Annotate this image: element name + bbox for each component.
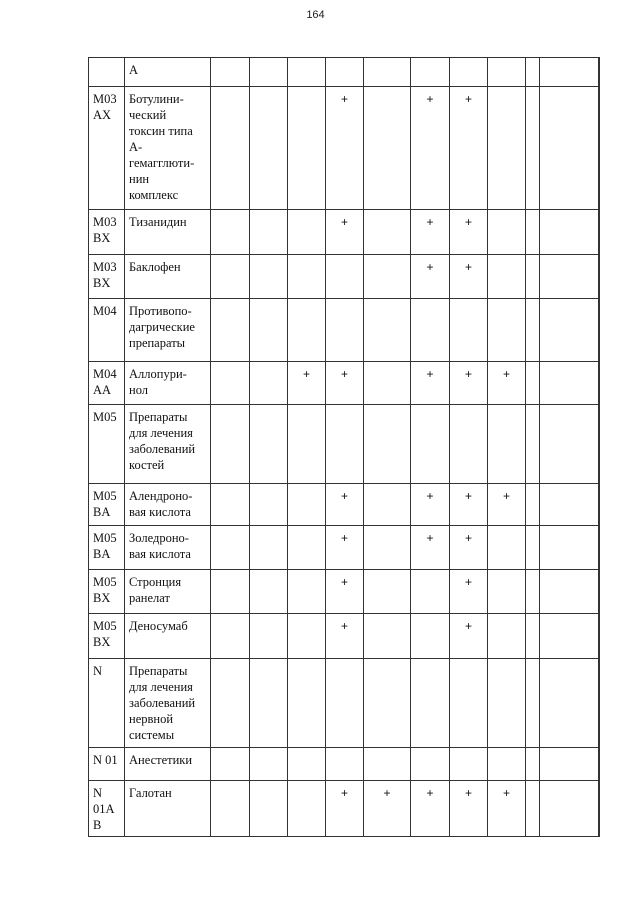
drug-name-cell <box>125 255 211 299</box>
mark-cell <box>211 614 250 659</box>
mark-cell <box>599 210 600 255</box>
mark-cell <box>250 659 288 748</box>
atc-code: M05 <box>93 410 117 424</box>
table-row <box>89 87 600 210</box>
mark-cell <box>250 748 288 781</box>
atc-code: M03 AX <box>93 92 117 122</box>
mark-cell <box>211 484 250 526</box>
mark-cell <box>250 58 288 87</box>
mark-cell <box>211 362 250 405</box>
mark-cell <box>364 570 411 614</box>
mark-cell <box>599 255 600 299</box>
mark-cell <box>450 58 488 87</box>
mark-cell <box>364 484 411 526</box>
mark-cell: + <box>326 526 364 570</box>
mark-cell <box>211 748 250 781</box>
mark-cell <box>250 299 288 362</box>
mark-cell <box>364 58 411 87</box>
table-row <box>89 58 600 87</box>
mark-cell <box>526 255 540 299</box>
atc-code-cell <box>89 484 125 526</box>
mark-cell: + <box>326 570 364 614</box>
drug-name-cell <box>125 570 211 614</box>
mark-cell: + <box>411 87 450 210</box>
mark-cell: + <box>411 210 450 255</box>
drug-name: Ботулини- ческий токсин типа A- гемагглюти- нин комплекс <box>129 92 195 202</box>
mark-cell <box>488 659 526 748</box>
mark-cell: + <box>364 781 411 837</box>
mark-cell <box>326 748 364 781</box>
atc-code: M04 <box>93 304 117 318</box>
mark-cell <box>364 526 411 570</box>
mark-cell <box>364 210 411 255</box>
mark-cell: + <box>411 255 450 299</box>
drug-name-cell <box>125 659 211 748</box>
mark-cell <box>450 405 488 484</box>
mark-cell <box>488 255 526 299</box>
mark-cell <box>599 570 600 614</box>
table-row <box>89 484 600 526</box>
mark-cell <box>326 659 364 748</box>
mark-cell: + <box>326 781 364 837</box>
table-row <box>89 299 600 362</box>
table-row <box>89 405 600 484</box>
mark-cell <box>599 614 600 659</box>
mark-cell <box>288 255 326 299</box>
mark-cell <box>599 781 600 837</box>
mark-cell <box>540 526 599 570</box>
mark-cell <box>540 362 599 405</box>
mark-cell <box>364 87 411 210</box>
mark-cell <box>488 748 526 781</box>
drug-name: A <box>129 63 139 77</box>
mark-cell <box>599 58 600 87</box>
mark-cell <box>599 299 600 362</box>
mark-cell <box>250 210 288 255</box>
atc-code-cell <box>89 87 125 210</box>
mark-cell <box>250 614 288 659</box>
drug-name: Препараты для лечения заболеваний нервной системы <box>129 664 196 742</box>
mark-cell <box>250 405 288 484</box>
mark-cell <box>326 255 364 299</box>
mark-cell: + <box>411 484 450 526</box>
mark-cell <box>540 484 599 526</box>
drug-name: Алендроно- вая кислота <box>129 489 193 519</box>
mark-cell <box>288 748 326 781</box>
mark-cell <box>250 526 288 570</box>
drug-name: Тизанидин <box>129 215 187 229</box>
mark-cell: + <box>450 570 488 614</box>
mark-cell <box>411 570 450 614</box>
mark-cell <box>540 748 599 781</box>
mark-cell: + <box>411 362 450 405</box>
mark-cell <box>540 210 599 255</box>
table-row <box>89 781 600 837</box>
atc-code-cell <box>89 362 125 405</box>
mark-cell <box>599 526 600 570</box>
mark-cell: + <box>488 781 526 837</box>
drug-name: Препараты для лечения заболеваний костей <box>129 410 196 472</box>
mark-cell <box>211 526 250 570</box>
table-row <box>89 526 600 570</box>
atc-code-cell <box>89 299 125 362</box>
mark-cell <box>540 570 599 614</box>
mark-cell <box>364 748 411 781</box>
atc-code: N 01 <box>93 753 118 767</box>
mark-cell: + <box>488 484 526 526</box>
mark-cell <box>411 299 450 362</box>
mark-cell: + <box>488 362 526 405</box>
mark-cell <box>488 58 526 87</box>
atc-code-cell <box>89 405 125 484</box>
mark-cell <box>599 362 600 405</box>
mark-cell <box>540 659 599 748</box>
mark-cell <box>288 299 326 362</box>
mark-cell <box>288 781 326 837</box>
mark-cell <box>526 781 540 837</box>
mark-cell: + <box>450 255 488 299</box>
mark-cell: + <box>326 484 364 526</box>
table-row <box>89 570 600 614</box>
mark-cell <box>364 255 411 299</box>
mark-cell <box>526 526 540 570</box>
atc-code-cell <box>89 58 125 87</box>
mark-cell: + <box>326 362 364 405</box>
drug-classification-table <box>88 57 600 837</box>
mark-cell <box>488 210 526 255</box>
drug-name: Галотан <box>129 786 172 800</box>
drug-name-cell <box>125 58 211 87</box>
mark-cell: + <box>450 781 488 837</box>
drug-name-cell <box>125 405 211 484</box>
atc-code-cell <box>89 748 125 781</box>
drug-name-cell <box>125 614 211 659</box>
mark-cell <box>526 659 540 748</box>
mark-cell <box>540 299 599 362</box>
mark-cell: + <box>450 210 488 255</box>
mark-cell <box>540 58 599 87</box>
mark-cell <box>326 405 364 484</box>
mark-cell <box>250 362 288 405</box>
mark-cell <box>526 484 540 526</box>
atc-code-cell <box>89 210 125 255</box>
mark-cell: + <box>326 87 364 210</box>
drug-name-cell <box>125 748 211 781</box>
mark-cell <box>288 570 326 614</box>
atc-code: M03 BX <box>93 260 117 290</box>
mark-cell <box>411 58 450 87</box>
mark-cell <box>411 614 450 659</box>
mark-cell <box>288 58 326 87</box>
page-number: 164 <box>306 9 325 21</box>
atc-code-cell <box>89 255 125 299</box>
mark-cell <box>488 405 526 484</box>
mark-cell: + <box>326 210 364 255</box>
drug-name: Баклофен <box>129 260 181 274</box>
mark-cell <box>211 299 250 362</box>
mark-cell: + <box>326 614 364 659</box>
mark-cell <box>450 659 488 748</box>
atc-code-cell <box>89 781 125 837</box>
mark-cell <box>288 405 326 484</box>
mark-cell <box>526 58 540 87</box>
mark-cell <box>526 748 540 781</box>
mark-cell <box>526 570 540 614</box>
drug-name: Противопо- дагрические препараты <box>129 304 195 350</box>
atc-code-cell <box>89 614 125 659</box>
mark-cell <box>599 659 600 748</box>
mark-cell <box>599 484 600 526</box>
mark-cell <box>364 405 411 484</box>
mark-cell <box>450 299 488 362</box>
mark-cell <box>250 484 288 526</box>
mark-cell <box>211 255 250 299</box>
mark-cell <box>250 255 288 299</box>
drug-name-cell <box>125 362 211 405</box>
mark-cell <box>288 614 326 659</box>
drug-name: Стронция ранелат <box>129 575 182 605</box>
mark-cell <box>411 405 450 484</box>
mark-cell <box>364 299 411 362</box>
mark-cell: + <box>450 614 488 659</box>
mark-cell: + <box>450 87 488 210</box>
mark-cell <box>540 781 599 837</box>
mark-cell: + <box>288 362 326 405</box>
drug-name-cell <box>125 484 211 526</box>
mark-cell <box>526 362 540 405</box>
mark-cell <box>288 87 326 210</box>
mark-cell <box>411 659 450 748</box>
drug-name: Деносумаб <box>129 619 188 633</box>
atc-code: M03 BX <box>93 215 117 245</box>
table-row <box>89 748 600 781</box>
mark-cell <box>526 87 540 210</box>
drug-name-cell <box>125 526 211 570</box>
mark-cell <box>288 210 326 255</box>
mark-cell <box>250 87 288 210</box>
drug-name-cell <box>125 781 211 837</box>
mark-cell <box>540 405 599 484</box>
table-row <box>89 362 600 405</box>
mark-cell <box>364 659 411 748</box>
mark-cell <box>540 255 599 299</box>
table-row <box>89 659 600 748</box>
atc-code: M04 AA <box>93 367 117 397</box>
mark-cell: + <box>450 362 488 405</box>
mark-cell <box>488 299 526 362</box>
mark-cell <box>288 484 326 526</box>
mark-cell <box>450 748 488 781</box>
mark-cell <box>526 299 540 362</box>
mark-cell: + <box>411 781 450 837</box>
mark-cell: + <box>450 484 488 526</box>
mark-cell <box>326 299 364 362</box>
mark-cell <box>288 659 326 748</box>
drug-name-cell <box>125 210 211 255</box>
atc-code: M05 BX <box>93 619 117 649</box>
mark-cell <box>364 362 411 405</box>
mark-cell <box>540 614 599 659</box>
mark-cell <box>488 87 526 210</box>
mark-cell <box>250 781 288 837</box>
atc-code: M05 BX <box>93 575 117 605</box>
mark-cell <box>211 87 250 210</box>
mark-cell <box>211 570 250 614</box>
mark-cell <box>526 405 540 484</box>
mark-cell <box>288 526 326 570</box>
mark-cell <box>488 614 526 659</box>
atc-code: M05 BA <box>93 531 117 561</box>
mark-cell <box>488 526 526 570</box>
atc-code: N <box>93 664 103 678</box>
drug-name: Анестетики <box>129 753 193 767</box>
mark-cell <box>250 570 288 614</box>
mark-cell <box>488 570 526 614</box>
drug-name-cell <box>125 299 211 362</box>
drug-name-cell <box>125 87 211 210</box>
atc-code-cell <box>89 526 125 570</box>
table-body <box>89 58 600 837</box>
mark-cell <box>411 748 450 781</box>
table-row <box>89 210 600 255</box>
atc-code: M05 BA <box>93 489 117 519</box>
mark-cell: + <box>450 526 488 570</box>
mark-cell <box>599 87 600 210</box>
mark-cell <box>526 210 540 255</box>
mark-cell <box>326 58 364 87</box>
atc-code-cell <box>89 659 125 748</box>
mark-cell <box>211 659 250 748</box>
mark-cell <box>599 405 600 484</box>
mark-cell <box>540 87 599 210</box>
mark-cell <box>526 614 540 659</box>
mark-cell <box>364 614 411 659</box>
table-row <box>89 614 600 659</box>
table-row <box>89 255 600 299</box>
drug-name: Золедроно- вая кислота <box>129 531 191 561</box>
mark-cell <box>211 781 250 837</box>
atc-code: N 01A B <box>93 786 115 832</box>
mark-cell <box>211 210 250 255</box>
atc-code-cell <box>89 570 125 614</box>
drug-name: Аллопури- нол <box>129 367 187 397</box>
mark-cell <box>211 58 250 87</box>
mark-cell <box>211 405 250 484</box>
mark-cell <box>599 748 600 781</box>
mark-cell: + <box>411 526 450 570</box>
